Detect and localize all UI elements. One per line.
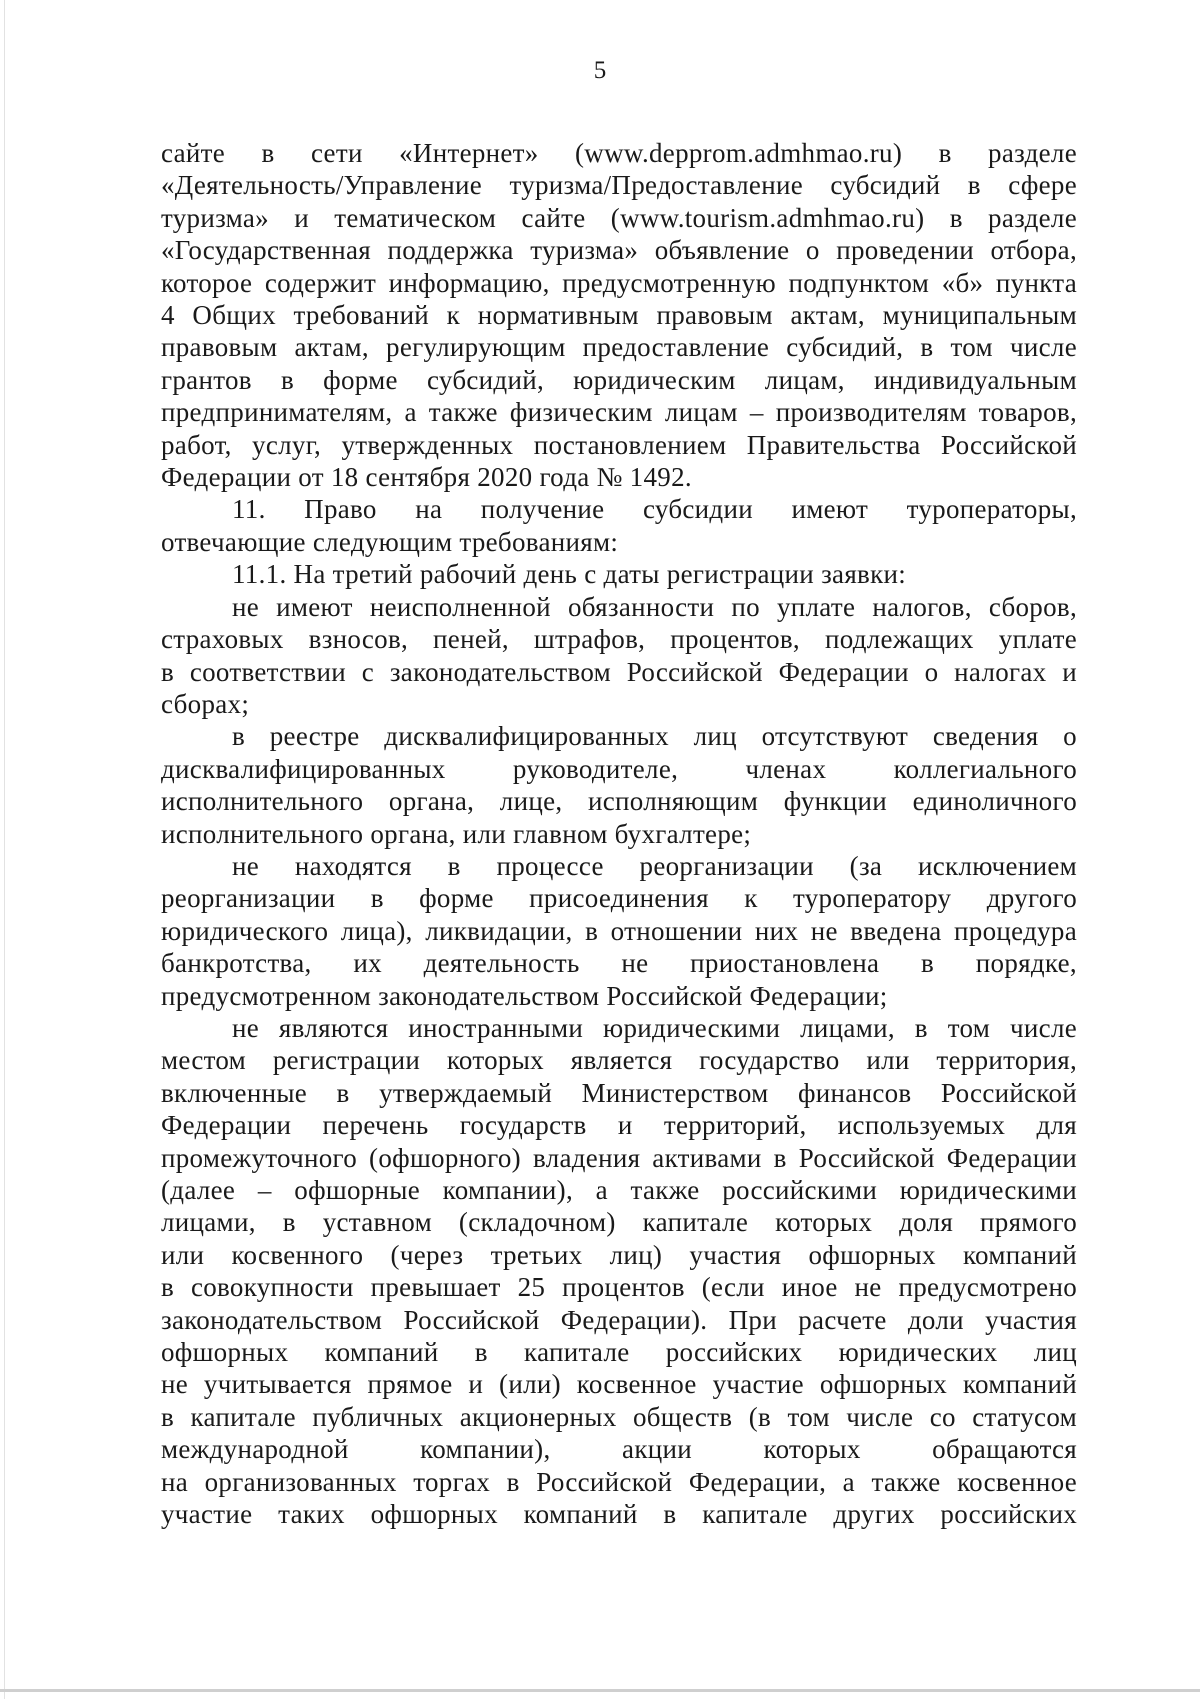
text-line: которое содержит информацию, предусмотренную подпунктом «б» пункта <box>161 267 1077 298</box>
text-line: туризма» и тематическом сайте (www.tourism.admhmao.ru) в разделе <box>161 202 1077 233</box>
text-line: или косвенного (через третьих лиц) участия офшорных компаний <box>161 1239 1077 1270</box>
paragraph-requirement-taxes <box>161 591 1077 721</box>
text-line: лицами, в уставном (складочном) капитале которых доля прямого <box>161 1207 1077 1238</box>
text-line: юридического лица), ликвидации, в отношении них не введена процедура <box>161 915 1077 946</box>
text-line: предусмотренном законодательством Российской Федерации; <box>161 980 888 1011</box>
paragraph-clause-11-1 <box>161 558 1077 590</box>
text-line: (далее – офшорные компании), а также российскими юридическими <box>161 1175 1077 1205</box>
text-line: дисквалифицированных руководителе, членах коллегиального <box>161 753 1077 784</box>
text-line: Федерации от 18 сентября 2020 года № 1492. <box>161 462 692 493</box>
text-line: в совокупности превышает 25 процентов (если иное не предусмотрено <box>161 1272 1077 1303</box>
text-line: не являются иностранными юридическими лицами, в том числе <box>232 1012 1077 1043</box>
text-line: в капитале публичных акционерных обществ (в том числе со статусом <box>161 1401 1077 1432</box>
text-line: реорганизации в форме присоединения к туроператору другого <box>161 883 1077 914</box>
text-line: не находятся в процессе реорганизации (за исключением <box>232 850 1077 881</box>
text-line: 4 Общих требований к нормативным правовым актам, муниципальным <box>161 300 1077 331</box>
paragraph-requirement-registry <box>161 720 1077 850</box>
text-line: офшорных компаний в капитале российских юридических лиц <box>161 1337 1077 1368</box>
text-line: включенные в утверждаемый Министерством финансов Российской <box>161 1077 1077 1108</box>
paragraph-requirement-offshore <box>161 1012 1077 1531</box>
text-line: не учитывается прямое и (или) косвенное участие офшорных компаний <box>161 1369 1077 1400</box>
scan-edge-bottom <box>0 1689 1200 1692</box>
paragraph-continuation <box>161 137 1077 493</box>
document-body <box>161 137 1077 1530</box>
text-line: банкротства, их деятельность не приостановлена в порядке, <box>161 948 1077 979</box>
text-line: международной компании), акции которых обращаются <box>161 1434 1077 1465</box>
text-line: отвечающие следующим требованиям: <box>161 526 619 557</box>
text-line: Федерации перечень государств и территорий, используемых для <box>161 1110 1077 1141</box>
text-line: сайте в сети «Интернет» (www.depprom.admhmao.ru) в разделе <box>161 138 1077 168</box>
text-line: не имеют неисполненной обязанности по уплате налогов, сборов, <box>232 591 1077 622</box>
text-line: на организованных торгах в Российской Федерации, а также косвенное <box>161 1466 1077 1497</box>
text-line: 11. Право на получение субсидии имеют туроператоры, <box>232 494 1077 525</box>
text-line: местом регистрации которых является государство или территория, <box>161 1045 1077 1076</box>
paragraph-requirement-reorganization <box>161 850 1077 1012</box>
text-line: исполнительного органа, лице, исполняющим функции единоличного <box>161 786 1077 817</box>
text-line: 11.1. На третий рабочий день с даты регистрации заявки: <box>232 559 907 590</box>
text-line: в соответствии с законодательством Российской Федерации о налогах и <box>161 656 1077 687</box>
text-line: правовым актам, регулирующим предоставление субсидий, в том числе <box>161 332 1077 363</box>
text-line: исполнительного органа, или главном бухгалтере; <box>161 818 752 849</box>
text-line: сборах; <box>161 688 250 719</box>
text-line: предпринимателям, а также физическим лицам – производителям товаров, <box>161 397 1077 428</box>
scan-edge-left <box>4 0 5 1699</box>
text-line: «Государственная поддержка туризма» объявление о проведении отбора, <box>161 235 1077 266</box>
paragraph-clause-11 <box>161 493 1077 558</box>
text-line: работ, услуг, утвержденных постановлением Правительства Российской <box>161 429 1077 460</box>
text-line: «Деятельность/Управление туризма/Предоставление субсидий в сфере <box>161 170 1077 201</box>
text-line: промежуточного (офшорного) владения активами в Российской Федерации <box>161 1142 1077 1173</box>
text-line: страховых взносов, пеней, штрафов, процентов, подлежащих уплате <box>161 624 1077 655</box>
text-line: грантов в форме субсидий, юридическим лицам, индивидуальным <box>161 364 1077 395</box>
text-line: в реестре дисквалифицированных лиц отсутствуют сведения о <box>232 721 1077 752</box>
text-line: законодательством Российской Федерации). При расчете доли участия <box>161 1304 1077 1335</box>
text-line: участие таких офшорных компаний в капитале других российских <box>161 1499 1077 1530</box>
page-number: 5 <box>593 57 607 84</box>
